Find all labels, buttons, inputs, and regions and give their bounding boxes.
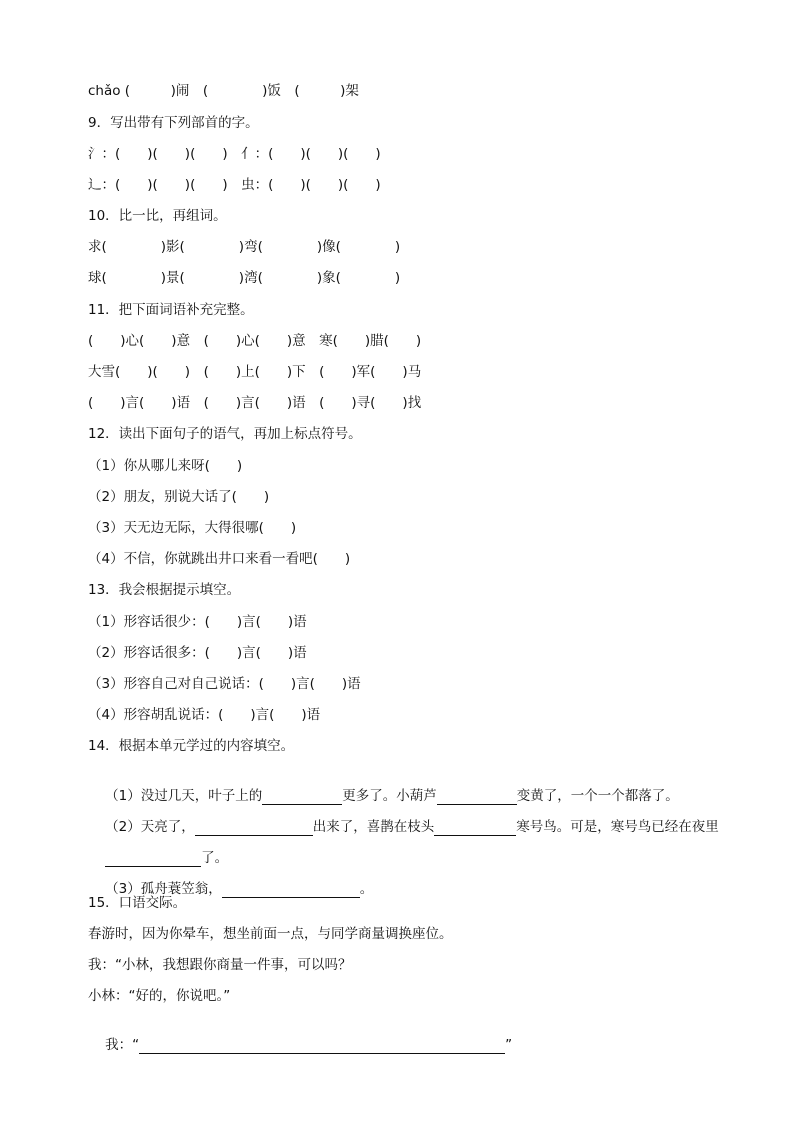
q13-title: 13．我会根据提示填空。 [88, 582, 241, 598]
q8-pinyin-line: chǎo ( )闹 ( )饭 ( )架 [88, 83, 359, 99]
q14-item-2b [88, 831, 229, 866]
q12-title: 12．读出下面句子的语气，再加上标点符号。 [88, 426, 362, 442]
q11-title: 11．把下面词语补充完整。 [88, 302, 254, 318]
q13-item-3: （3）形容自己对自己说话：( )言( )语 [88, 676, 361, 692]
q13-item-1: （1）形容话很少：( )言( )语 [88, 614, 307, 630]
q15-dialog-3 [88, 1018, 513, 1053]
q14-item-2-text-c: 寒号鸟。可是，寒号鸟已经在夜里 [516, 819, 719, 835]
q12-item-1: （1）你从哪儿来呀( ) [88, 458, 243, 474]
q14-title: 14．根据本单元学过的内容填空。 [88, 738, 295, 754]
q10-title: 10．比一比，再组词。 [88, 208, 227, 224]
q14-item-2-text-a: （2）天亮了， [105, 819, 195, 835]
q10-row-1: 求( )影( )弯( )像( ) [88, 239, 401, 255]
q10-row-2: 球( )景( )湾( )象( ) [88, 270, 401, 286]
q14-item-3 [88, 862, 374, 897]
q14-item-2-text-d: 了。 [201, 850, 229, 866]
q13-item-4: （4）形容胡乱说话：( )言( )语 [88, 707, 321, 723]
q13-item-2: （2）形容话很多：( )言( )语 [88, 645, 307, 661]
q9-title: 9．写出带有下列部首的字。 [88, 115, 259, 131]
q14-blank-4[interactable] [434, 821, 516, 836]
q14-item-3-text-b: 。 [359, 881, 374, 897]
q11-row-3: ( )言( )语 ( )言( )语 ( )寻( )找 [88, 395, 422, 411]
q15-dialog-1: 我：“小林，我想跟你商量一件事，可以吗？ [88, 957, 352, 973]
q14-item-2-text-b: 出来了，喜鹊在枝头 [312, 819, 435, 835]
q15-dialog-3-open: 我：“ [105, 1037, 140, 1053]
q14-item-1-text-b: 更多了。小葫芦 [342, 788, 437, 804]
q12-item-3: （3）天无边无际，大得很哪( ) [88, 520, 297, 536]
q14-item-3-text-a: （3）孤舟蓑笠翁， [105, 881, 222, 897]
q12-item-2: （2）朋友，别说大话了( ) [88, 489, 270, 505]
q15-scenario: 春游时，因为你晕车，想坐前面一点，与同学商量调换座位。 [88, 926, 453, 942]
q11-row-1: ( )心( )意 ( )心( )意 寒( )腊( ) [88, 333, 422, 349]
q15-answer-blank[interactable] [139, 1039, 505, 1054]
q14-item-2a [88, 800, 719, 835]
q15-dialog-3-close: ” [505, 1037, 513, 1053]
q12-item-4: （4）不信，你就跳出井口来看一看吧( ) [88, 551, 351, 567]
q9-row-2: 辶：( )( )( ) 虫：( )( )( ) [88, 177, 381, 193]
q14-item-1-text-c: 变黄了，一个一个都落了。 [516, 788, 679, 804]
q14-blank-6[interactable] [222, 883, 360, 898]
q14-item-1 [88, 769, 679, 804]
q9-row-1: 氵：( )( )( ) 亻：( )( )( ) [88, 146, 381, 162]
q15-title: 15．口语交际。 [88, 895, 187, 911]
q11-row-2: 大雪( )( ) ( )上( )下 ( )军( )马 [88, 364, 422, 380]
q14-item-1-text-a: （1）没过几天，叶子上的 [105, 788, 263, 804]
q15-dialog-2: 小林：“好的，你说吧。” [88, 988, 231, 1004]
